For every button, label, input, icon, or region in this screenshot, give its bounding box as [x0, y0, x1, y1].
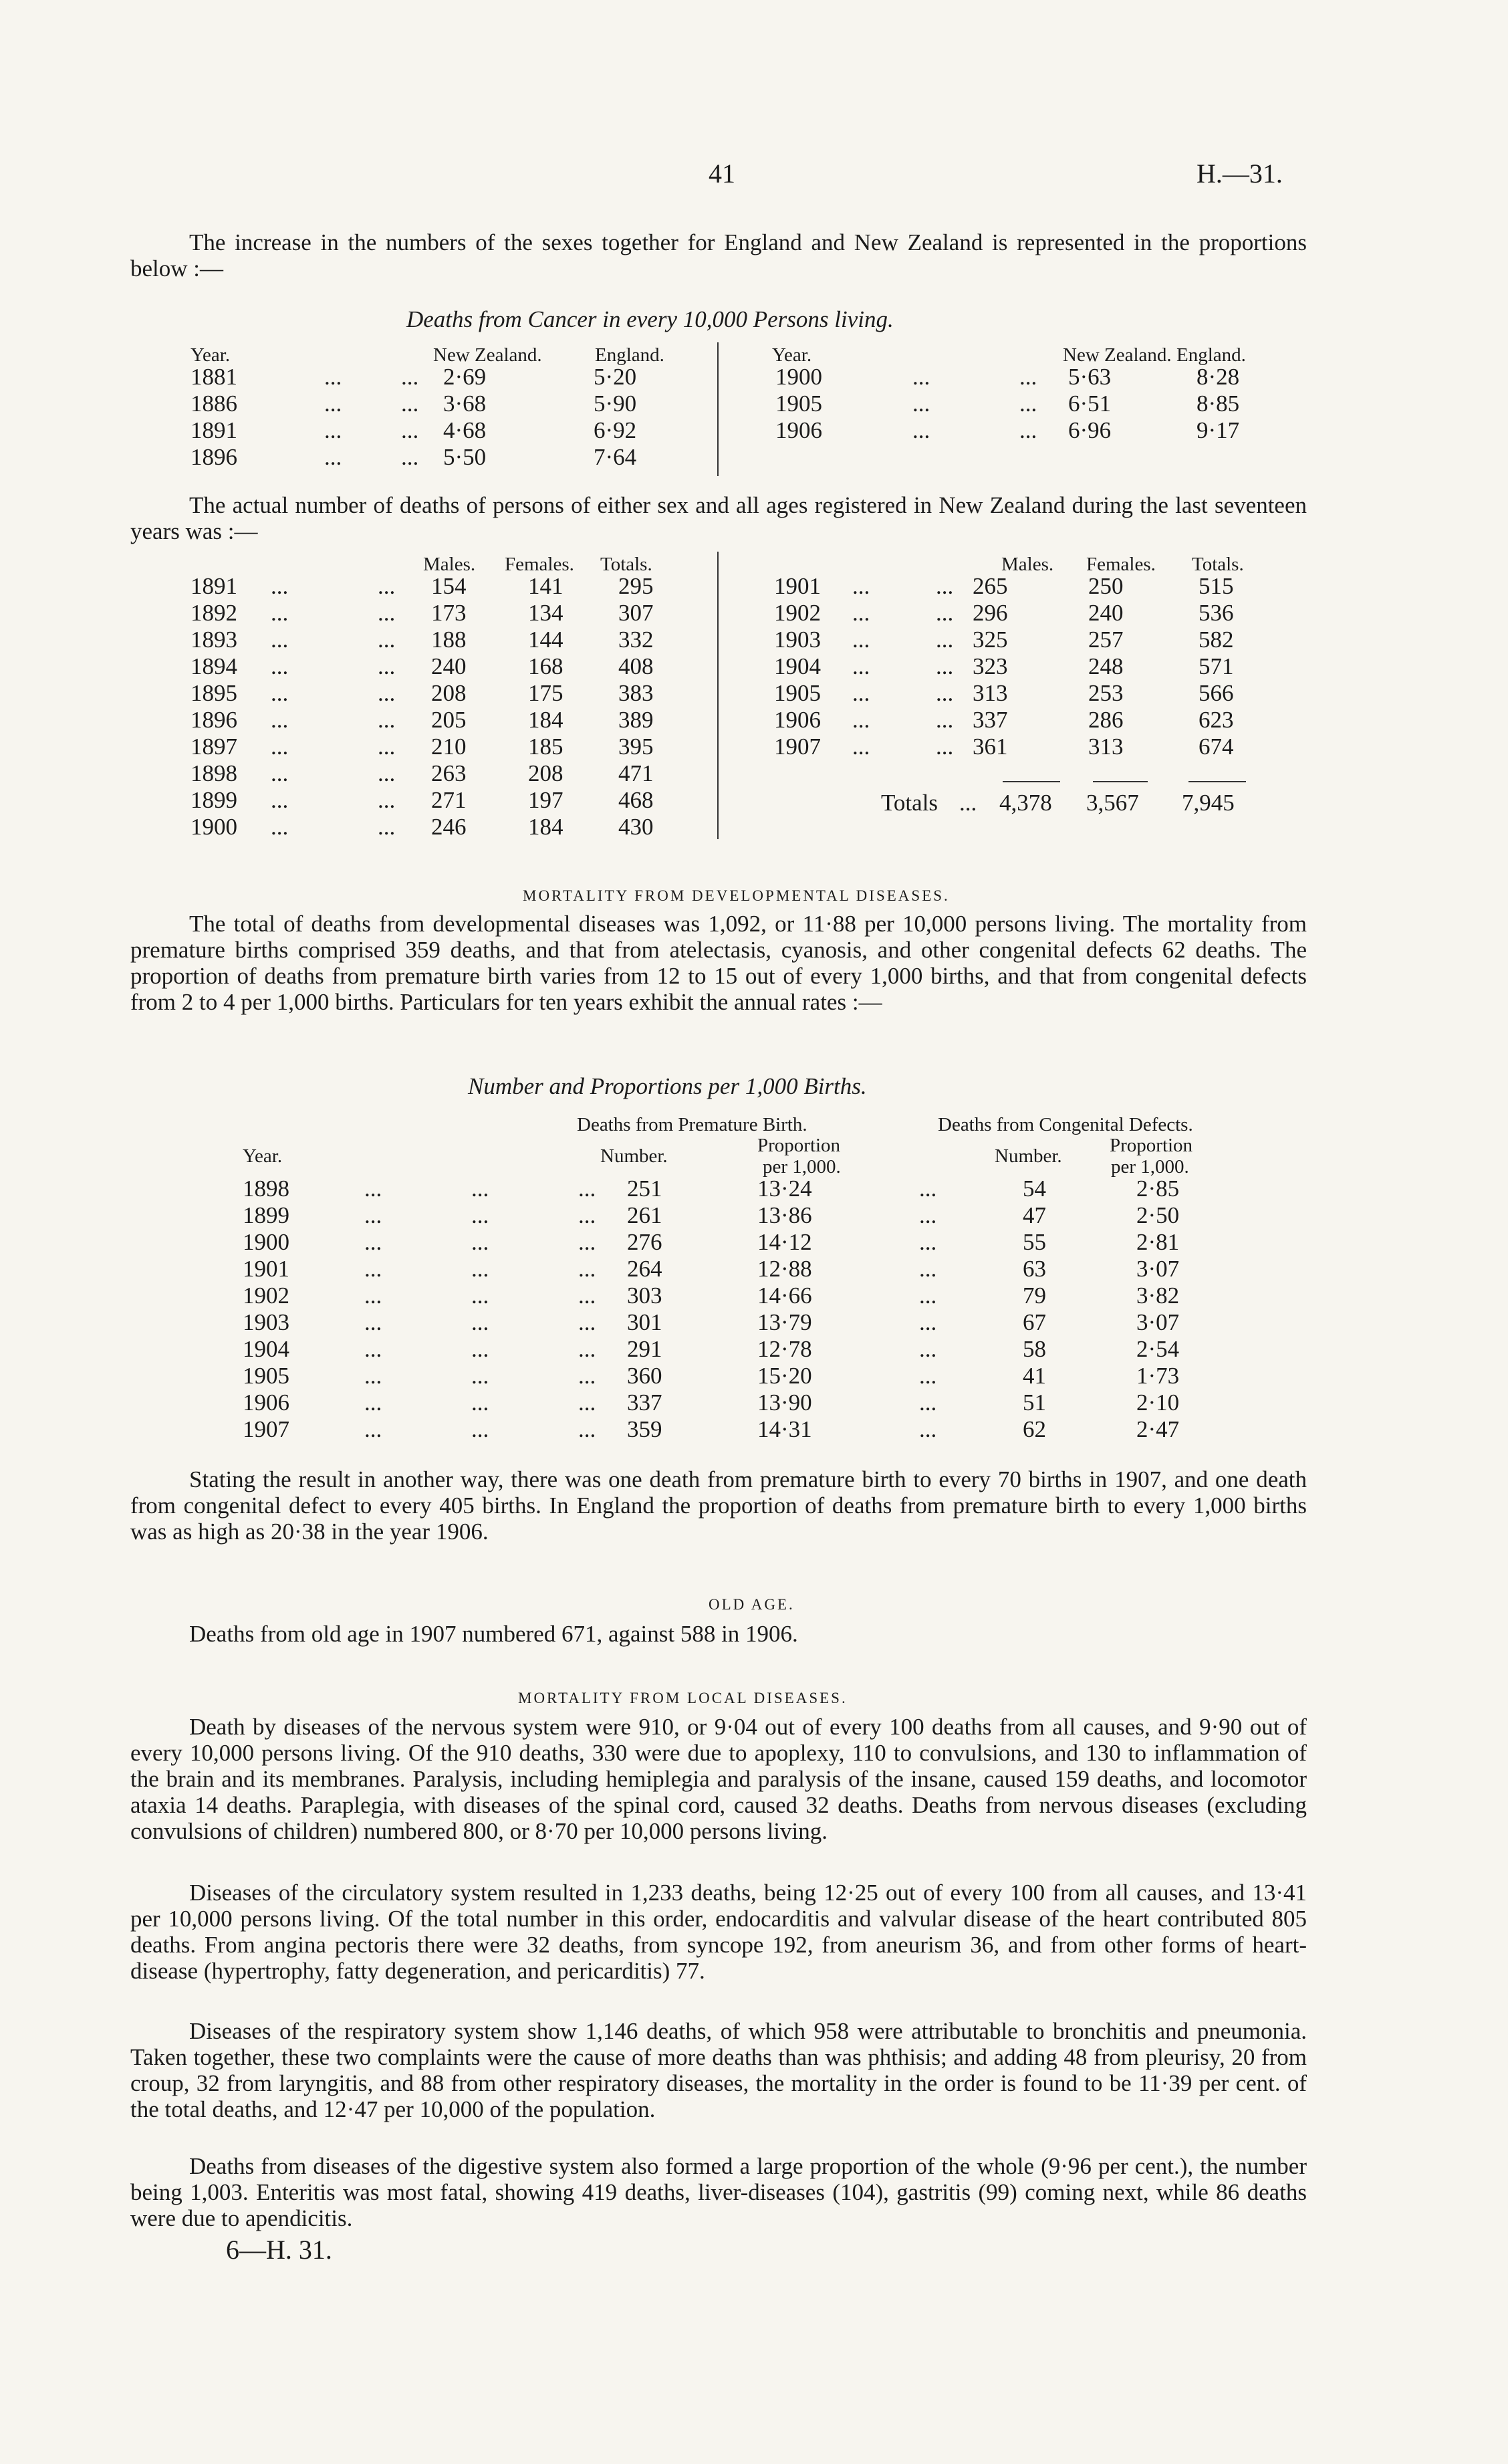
totals-rule-males	[1003, 781, 1060, 782]
leader-dots: ...	[271, 680, 289, 706]
circulatory-system-paragraph: Diseases of the circulatory system resulted in 1,233 deaths, being 12·25 out of every 100 from all causes, and 13·41 per 10,000 persons living. Of the total number in this order, endocarditis and valvular disease of the heart contributed 805 deaths. From angina pectoris there were 32 deaths, from syncope 192, from aneurism 36, and from other forms of heart-disease (hypertrophy, fatty degeneration, and pericarditis) 77.	[130, 1880, 1307, 1984]
leader-dots: ...	[364, 1309, 382, 1335]
leader-dots: ...	[578, 1175, 596, 1202]
digestive-system-paragraph: Deaths from diseases of the digestive system also formed a large proportion of the whole (9·96 per cent.), the number being 1,003. Enteritis was most fatal, showing 419 deaths, liver-diseases (104), gastritis (99) coming next, while 86 deaths were due to apendicitis.	[130, 2153, 1307, 2231]
premature-number-cell: 261	[627, 1202, 662, 1228]
england-rate-cell: 5·90	[594, 390, 637, 417]
leader-dots: ...	[364, 1256, 382, 1282]
nz-rate-cell: 5·50	[443, 444, 487, 470]
premature-proportion-cell: 14·12	[757, 1229, 812, 1255]
totals-cell: 566	[1199, 680, 1234, 706]
year-cell: 1905	[775, 390, 822, 417]
year-cell: 1898	[191, 760, 237, 786]
leader-dots: ...	[919, 1389, 937, 1416]
leader-dots: ...	[324, 364, 342, 390]
cancer-divider	[717, 342, 719, 476]
nz-rate-cell: 4·68	[443, 417, 487, 443]
females-cell: 144	[528, 627, 563, 653]
males-cell: 208	[431, 680, 467, 706]
premature-proportion-cell: 12·78	[757, 1336, 812, 1362]
totals-cell: 674	[1199, 734, 1234, 760]
year-cell: 1891	[191, 573, 237, 599]
totals-cell: 471	[618, 760, 654, 786]
leader-dots: ...	[919, 1256, 937, 1282]
females-cell: 257	[1088, 627, 1124, 653]
year-cell: 1902	[774, 600, 821, 626]
congenital-proportion-cell: 3·07	[1136, 1256, 1180, 1282]
leader-dots: ...	[852, 600, 870, 626]
leader-dots: ...	[936, 573, 954, 599]
males-cell: 337	[973, 707, 1008, 733]
males-cell: 173	[431, 600, 467, 626]
leader-dots: ...	[271, 653, 289, 679]
totals-totals: 7,945	[1182, 790, 1235, 816]
totals-rule-totals	[1188, 781, 1246, 782]
totals-cell: 582	[1199, 627, 1234, 653]
leader-dots: ...	[324, 390, 342, 417]
leader-dots: ...	[378, 627, 396, 653]
premature-number-cell: 251	[627, 1175, 662, 1202]
leader-dots: ...	[271, 707, 289, 733]
stating-paragraph: Stating the result in another way, there was one death from premature birth to every 70 births in 1907, and one death from congenital defect to every 405 births. In England the proportion of deaths from premature birth to every 1,000 births was as high as 20·38 in the year 1906.	[130, 1466, 1307, 1545]
cancer-col-nz-left: New Zealand.	[433, 344, 542, 366]
old-age-paragraph: Deaths from old age in 1907 numbered 671, against 588 in 1906.	[189, 1621, 798, 1647]
cancer-col-eng-right: England.	[1176, 344, 1246, 366]
males-cell: 188	[431, 627, 467, 653]
premature-number-cell: 264	[627, 1256, 662, 1282]
females-cell: 184	[528, 814, 563, 840]
premature-proportion-cell: 14·66	[757, 1282, 812, 1309]
leader-dots: ...	[401, 364, 419, 390]
totals-rule-females	[1093, 781, 1148, 782]
leader-dots: ...	[364, 1416, 382, 1442]
leader-dots: ...	[919, 1175, 937, 1202]
leader-dots: ...	[271, 787, 289, 813]
leader-dots: ...	[271, 573, 289, 599]
leader-dots: ...	[912, 390, 930, 417]
females-cell: 253	[1088, 680, 1124, 706]
leader-dots: ...	[471, 1202, 489, 1228]
leader-dots: ...	[919, 1336, 937, 1362]
actual-col-males-right: Males.	[1001, 554, 1054, 575]
premature-number-cell: 276	[627, 1229, 662, 1255]
leader-dots: ...	[471, 1282, 489, 1309]
leader-dots: ...	[401, 390, 419, 417]
males-cell: 205	[431, 707, 467, 733]
intro-paragraph: The increase in the numbers of the sexes together for England and New Zealand is represented in the proportions below :—	[130, 229, 1307, 282]
leader-dots: ...	[364, 1282, 382, 1309]
leader-dots: ...	[401, 444, 419, 470]
leader-dots: ...	[912, 364, 930, 390]
leader-dots: ...	[852, 734, 870, 760]
page-number: 41	[709, 158, 735, 189]
nz-rate-cell: 2·69	[443, 364, 487, 390]
leader-dots: ...	[936, 653, 954, 679]
totals-cell: 515	[1199, 573, 1234, 599]
congenital-number-cell: 63	[1023, 1256, 1046, 1282]
year-cell: 1903	[774, 627, 821, 653]
totals-cell: 536	[1199, 600, 1234, 626]
year-cell: 1906	[243, 1389, 289, 1416]
premature-number-cell: 303	[627, 1282, 662, 1309]
nz-rate-cell: 3·68	[443, 390, 487, 417]
males-cell: 313	[973, 680, 1008, 706]
document-code: H.—31.	[1197, 158, 1283, 189]
premature-number-cell: 301	[627, 1309, 662, 1335]
year-cell: 1899	[191, 787, 237, 813]
leader-dots: ...	[578, 1363, 596, 1389]
leader-dots: ...	[852, 627, 870, 653]
year-cell: 1900	[775, 364, 822, 390]
leader-dots: ...	[271, 734, 289, 760]
totals-cell: 395	[618, 734, 654, 760]
year-cell: 1897	[191, 734, 237, 760]
leader-dots: ...	[852, 680, 870, 706]
leader-dots: ...	[378, 760, 396, 786]
leader-dots: ...	[364, 1336, 382, 1362]
year-cell: 1902	[243, 1282, 289, 1309]
premature-proportion-cell: 13·90	[757, 1389, 812, 1416]
totals-dots: ...	[959, 790, 977, 816]
leader-dots: ...	[936, 600, 954, 626]
leader-dots: ...	[378, 707, 396, 733]
males-cell: 296	[973, 600, 1008, 626]
leader-dots: ...	[471, 1256, 489, 1282]
leader-dots: ...	[364, 1229, 382, 1255]
year-cell: 1907	[243, 1416, 289, 1442]
leader-dots: ...	[471, 1416, 489, 1442]
leader-dots: ...	[912, 417, 930, 443]
year-cell: 1899	[243, 1202, 289, 1228]
males-cell: 325	[973, 627, 1008, 653]
males-cell: 240	[431, 653, 467, 679]
premature-number-cell: 360	[627, 1363, 662, 1389]
year-cell: 1895	[191, 680, 237, 706]
totals-cell: 468	[618, 787, 654, 813]
nz-rate-cell: 5·63	[1068, 364, 1112, 390]
dev-diseases-heading: MORTALITY FROM DEVELOPMENTAL DISEASES.	[523, 887, 950, 904]
england-rate-cell: 9·17	[1197, 417, 1240, 443]
totals-cell: 295	[618, 573, 654, 599]
congenital-proportion-cell: 2·10	[1136, 1389, 1180, 1416]
local-diseases-heading: MORTALITY FROM LOCAL DISEASES.	[518, 1690, 848, 1706]
leader-dots: ...	[852, 573, 870, 599]
leader-dots: ...	[578, 1229, 596, 1255]
congenital-number-cell: 67	[1023, 1309, 1046, 1335]
year-cell: 1901	[774, 573, 821, 599]
leader-dots: ...	[578, 1309, 596, 1335]
premature-proportion-cell: 15·20	[757, 1363, 812, 1389]
year-cell: 1906	[775, 417, 822, 443]
congenital-number-cell: 58	[1023, 1336, 1046, 1362]
totals-cell: 332	[618, 627, 654, 653]
year-cell: 1881	[191, 364, 237, 390]
females-cell: 208	[528, 760, 563, 786]
leader-dots: ...	[471, 1175, 489, 1202]
england-rate-cell: 5·20	[594, 364, 637, 390]
england-rate-cell: 8·85	[1197, 390, 1240, 417]
year-cell: 1905	[774, 680, 821, 706]
year-cell: 1903	[243, 1309, 289, 1335]
leader-dots: ...	[578, 1256, 596, 1282]
leader-dots: ...	[1019, 364, 1037, 390]
congenital-number-cell: 62	[1023, 1416, 1046, 1442]
cancer-col-year-left: Year.	[191, 344, 231, 366]
leader-dots: ...	[936, 627, 954, 653]
births-col-number-congenital: Number.	[995, 1145, 1062, 1167]
congenital-proportion-cell: 2·54	[1136, 1336, 1180, 1362]
actual-col-females-right: Females.	[1086, 554, 1156, 575]
leader-dots: ...	[919, 1363, 937, 1389]
year-cell: 1896	[191, 444, 237, 470]
leader-dots: ...	[271, 600, 289, 626]
leader-dots: ...	[936, 707, 954, 733]
year-cell: 1900	[191, 814, 237, 840]
births-col-prop1-premature: Proportion	[757, 1135, 841, 1156]
actual-col-females-left: Females.	[505, 554, 574, 575]
cancer-table-title: Deaths from Cancer in every 10,000 Persons living.	[406, 306, 894, 332]
cancer-col-nz-right: New Zealand.	[1063, 344, 1172, 366]
nz-rate-cell: 6·96	[1068, 417, 1112, 443]
births-col-prop1-congenital: Proportion	[1110, 1135, 1193, 1156]
births-group-premature: Deaths from Premature Birth.	[577, 1114, 807, 1135]
leader-dots: ...	[936, 680, 954, 706]
totals-females: 3,567	[1086, 790, 1139, 816]
births-table-title: Number and Proportions per 1,000 Births.	[468, 1073, 867, 1099]
males-cell: 246	[431, 814, 467, 840]
congenital-number-cell: 54	[1023, 1175, 1046, 1202]
leader-dots: ...	[364, 1175, 382, 1202]
actual-deaths-intro: The actual number of deaths of persons of either sex and all ages registered in New Zealand during the last seventeen years was :—	[130, 492, 1307, 544]
congenital-proportion-cell: 2·85	[1136, 1175, 1180, 1202]
totals-cell: 307	[618, 600, 654, 626]
leader-dots: ...	[919, 1282, 937, 1309]
males-cell: 154	[431, 573, 467, 599]
totals-cell: 389	[618, 707, 654, 733]
males-cell: 263	[431, 760, 467, 786]
leader-dots: ...	[364, 1202, 382, 1228]
totals-cell: 383	[618, 680, 654, 706]
leader-dots: ...	[578, 1389, 596, 1416]
females-cell: 184	[528, 707, 563, 733]
leader-dots: ...	[471, 1336, 489, 1362]
england-rate-cell: 8·28	[1197, 364, 1240, 390]
cancer-col-year-right: Year.	[772, 344, 812, 366]
congenital-proportion-cell: 2·50	[1136, 1202, 1180, 1228]
leader-dots: ...	[1019, 390, 1037, 417]
leader-dots: ...	[919, 1229, 937, 1255]
year-cell: 1901	[243, 1256, 289, 1282]
totals-males: 4,378	[999, 790, 1052, 816]
year-cell: 1904	[243, 1336, 289, 1362]
totals-cell: 430	[618, 814, 654, 840]
leader-dots: ...	[271, 814, 289, 840]
males-cell: 361	[973, 734, 1008, 760]
congenital-proportion-cell: 1·73	[1136, 1363, 1180, 1389]
births-col-prop2-congenital: per 1,000.	[1111, 1156, 1189, 1178]
leader-dots: ...	[1019, 417, 1037, 443]
year-cell: 1904	[774, 653, 821, 679]
year-cell: 1896	[191, 707, 237, 733]
premature-proportion-cell: 12·88	[757, 1256, 812, 1282]
totals-label: Totals	[881, 790, 938, 816]
females-cell: 168	[528, 653, 563, 679]
respiratory-system-paragraph: Diseases of the respiratory system show 1,146 deaths, of which 958 were attributable to bronchitis and pneumonia. Taken together, these two complaints were the cause of more deaths than was phthisis; and adding 48 from pleurisy, 20 from croup, 32 from laryngitis, and 88 from other respiratory diseases, the mortality in the order is found to be 11·39 per cent. of the total deaths, and 12·47 per 10,000 of the population.	[130, 2018, 1307, 2122]
leader-dots: ...	[378, 600, 396, 626]
congenital-number-cell: 79	[1023, 1282, 1046, 1309]
year-cell: 1898	[243, 1175, 289, 1202]
leader-dots: ...	[364, 1363, 382, 1389]
females-cell: 185	[528, 734, 563, 760]
nervous-system-paragraph: Death by diseases of the nervous system were 910, or 9·04 out of every 100 deaths from all causes, and 9·90 out of every 10,000 persons living. Of the 910 deaths, 330 were due to apoplexy, 110 to convulsions, and 130 to inflammation of the brain and its membranes. Paralysis, including hemiplegia and paralysis of the insane, caused 159 deaths, and locomotor ataxia 14 deaths. Paraplegia, with diseases of the spinal cord, caused 32 deaths. Deaths from nervous diseases (excluding convulsions of children) numbered 800, or 8·70 per 10,000 persons living.	[130, 1714, 1307, 1844]
leader-dots: ...	[364, 1389, 382, 1416]
year-cell: 1900	[243, 1229, 289, 1255]
leader-dots: ...	[578, 1282, 596, 1309]
premature-proportion-cell: 13·79	[757, 1309, 812, 1335]
england-rate-cell: 6·92	[594, 417, 637, 443]
year-cell: 1894	[191, 653, 237, 679]
leader-dots: ...	[471, 1229, 489, 1255]
males-cell: 210	[431, 734, 467, 760]
leader-dots: ...	[936, 734, 954, 760]
year-cell: 1891	[191, 417, 237, 443]
year-cell: 1892	[191, 600, 237, 626]
males-cell: 323	[973, 653, 1008, 679]
cancer-col-eng-left: England.	[595, 344, 664, 366]
dev-diseases-paragraph: The total of deaths from developmental diseases was 1,092, or 11·88 per 10,000 persons living. The mortality from premature births comprised 359 deaths, and that from atelectasis, cyanosis, and other congenital defects 62 deaths. The proportion of deaths from premature birth varies from 12 to 15 out of every 1,000 births, and that from congenital defects from 2 to 4 per 1,000 births. Particulars for ten years exhibit the annual rates :—	[130, 911, 1307, 1015]
year-cell: 1893	[191, 627, 237, 653]
year-cell: 1906	[774, 707, 821, 733]
births-col-year: Year.	[243, 1145, 283, 1167]
females-cell: 134	[528, 600, 563, 626]
premature-proportion-cell: 13·86	[757, 1202, 812, 1228]
actual-col-males-left: Males.	[423, 554, 476, 575]
leader-dots: ...	[378, 734, 396, 760]
congenital-number-cell: 47	[1023, 1202, 1046, 1228]
premature-number-cell: 291	[627, 1336, 662, 1362]
totals-cell: 408	[618, 653, 654, 679]
leader-dots: ...	[919, 1202, 937, 1228]
leader-dots: ...	[324, 444, 342, 470]
congenital-number-cell: 55	[1023, 1229, 1046, 1255]
leader-dots: ...	[852, 707, 870, 733]
old-age-heading: OLD AGE.	[709, 1596, 795, 1613]
congenital-proportion-cell: 3·82	[1136, 1282, 1180, 1309]
leader-dots: ...	[578, 1202, 596, 1228]
leader-dots: ...	[471, 1309, 489, 1335]
leader-dots: ...	[578, 1336, 596, 1362]
leader-dots: ...	[378, 680, 396, 706]
males-cell: 265	[973, 573, 1008, 599]
leader-dots: ...	[578, 1416, 596, 1442]
leader-dots: ...	[401, 417, 419, 443]
births-col-prop2-premature: per 1,000.	[763, 1156, 841, 1178]
actual-divider	[717, 552, 719, 839]
females-cell: 313	[1088, 734, 1124, 760]
year-cell: 1905	[243, 1363, 289, 1389]
leader-dots: ...	[271, 760, 289, 786]
congenital-proportion-cell: 3·07	[1136, 1309, 1180, 1335]
congenital-number-cell: 51	[1023, 1389, 1046, 1416]
females-cell: 250	[1088, 573, 1124, 599]
leader-dots: ...	[919, 1309, 937, 1335]
nz-rate-cell: 6·51	[1068, 390, 1112, 417]
births-col-number-premature: Number.	[600, 1145, 668, 1167]
premature-number-cell: 337	[627, 1389, 662, 1416]
leader-dots: ...	[378, 573, 396, 599]
year-cell: 1907	[774, 734, 821, 760]
females-cell: 197	[528, 787, 563, 813]
females-cell: 240	[1088, 600, 1124, 626]
leader-dots: ...	[919, 1416, 937, 1442]
totals-cell: 623	[1199, 707, 1234, 733]
leader-dots: ...	[324, 417, 342, 443]
footer-signature: 6—H. 31.	[226, 2235, 332, 2265]
congenital-proportion-cell: 2·47	[1136, 1416, 1180, 1442]
leader-dots: ...	[471, 1363, 489, 1389]
totals-cell: 571	[1199, 653, 1234, 679]
leader-dots: ...	[852, 653, 870, 679]
leader-dots: ...	[378, 814, 396, 840]
leader-dots: ...	[378, 787, 396, 813]
females-cell: 175	[528, 680, 563, 706]
females-cell: 141	[528, 573, 563, 599]
males-cell: 271	[431, 787, 467, 813]
premature-proportion-cell: 14·31	[757, 1416, 812, 1442]
congenital-number-cell: 41	[1023, 1363, 1046, 1389]
leader-dots: ...	[271, 627, 289, 653]
premature-number-cell: 359	[627, 1416, 662, 1442]
actual-col-totals-right: Totals.	[1192, 554, 1244, 575]
leader-dots: ...	[378, 653, 396, 679]
females-cell: 248	[1088, 653, 1124, 679]
premature-proportion-cell: 13·24	[757, 1175, 812, 1202]
year-cell: 1886	[191, 390, 237, 417]
actual-col-totals-left: Totals.	[600, 554, 652, 575]
congenital-proportion-cell: 2·81	[1136, 1229, 1180, 1255]
births-group-congenital: Deaths from Congenital Defects.	[938, 1114, 1193, 1135]
england-rate-cell: 7·64	[594, 444, 637, 470]
leader-dots: ...	[471, 1389, 489, 1416]
females-cell: 286	[1088, 707, 1124, 733]
